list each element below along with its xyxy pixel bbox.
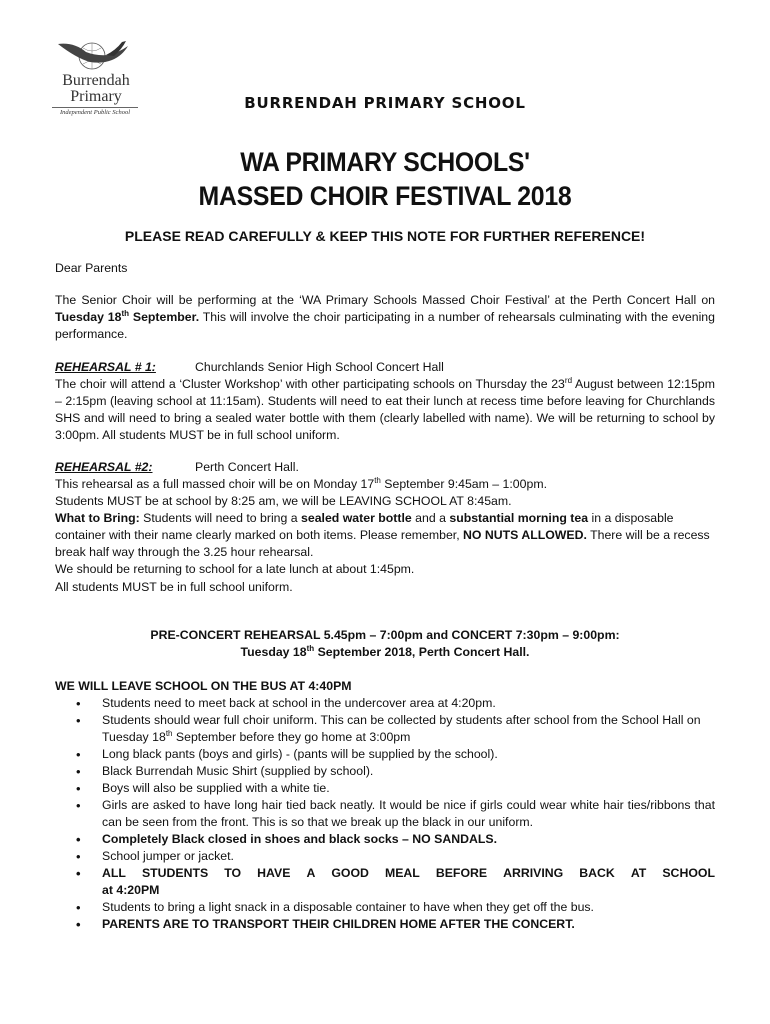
rehearsal-2-venue: Perth Concert Hall.: [195, 460, 299, 474]
reference-notice: PLEASE READ CAREFULLY & KEEP THIS NOTE FOR FURTHER REFERENCE!: [124, 228, 646, 244]
meal-line: • ALL STUDENTS TO HAVE A GOOD MEAL BEFORE ARRIVING BACK AT SCHOOL: [102, 866, 715, 880]
rehearsal-1-details: The choir will attend a ‘Cluster Workshop’ with other participating schools on Thursday the 23rd August between 12:15pm – 2:15pm (leaving school at 11:15am). Students will need to eat their lunch at recess time before leaving for Churchlands SHS and will need to bring a sealed water bottle with them (clearly labelled with name). We will be returning to school by 3:00pm. All students MUST be in full school uniform.: [55, 375, 716, 442]
list-item: • Boys will also be supplied with a white tie.: [55, 780, 715, 797]
title-line-1: WA PRIMARY SCHOOLS': [240, 147, 530, 177]
list-item: • Black Burrendah Music Shirt (supplied by school).: [55, 763, 715, 780]
rehearsal-2-date: This rehearsal as a full massed choir will be on Monday 17th September 9:45am – 1:00pm.: [55, 475, 547, 491]
intro-paragraph: [55, 292, 715, 343]
logo-line1: Burrendah: [62, 72, 130, 89]
rehearsal-1-venue: Churchlands Senior High School Concert Hall: [195, 360, 444, 374]
rehearsal-2-heading: [55, 459, 715, 476]
intro-text-1: The Senior Choir will be performing at the ‘WA Primary Schools Massed Choir Festival’ at the Perth Concert Hall on: [55, 293, 715, 307]
intro-date: Tuesday 18th September.: [55, 308, 200, 324]
what-to-bring: What to Bring: Students will need to bring a sealed water bottle and a substantial morning tea in a disposable container with their name clearly marked on both items. Please remember, NO NUTS ALLOWED. There will be a recess break half way through the 3.25 hour rehearsal.: [55, 511, 710, 559]
instructions-list: [55, 695, 715, 933]
bus-departure-heading: WE WILL LEAVE SCHOOL ON THE BUS AT 4:40PM: [55, 679, 352, 693]
logo-line2: Primary: [70, 88, 122, 105]
rehearsal-2-uniform: All students MUST be in full school uniform.: [55, 580, 293, 594]
what-to-bring-label: What to Bring:: [55, 511, 140, 525]
no-nuts-warning: NO NUTS ALLOWED.: [463, 528, 587, 542]
list-item: • Students should wear full choir uniform. This can be collected by students after school from the School Hall on Tuesday 18th September before they go home at 3:00pm: [55, 712, 715, 746]
rehearsal-2-departure: Students MUST be at school by 8:25 am, we will be LEAVING SCHOOL AT 8:45am.: [55, 494, 512, 508]
page-title: [31, 145, 739, 213]
logo-tagline: Independent Public School: [52, 107, 138, 116]
bird-emblem-icon: [56, 40, 134, 74]
list-item: • Completely Black closed in shoes and black socks – NO SANDALS.: [55, 831, 715, 848]
greeting: Dear Parents: [55, 261, 128, 275]
title-line-2: MASSED CHOIR FESTIVAL 2018: [198, 181, 572, 211]
list-item: • Students need to meet back at school in the undercover area at 4:20pm.: [55, 695, 715, 712]
list-item: • School jumper or jacket.: [55, 848, 715, 865]
rehearsal-2-label: REHEARSAL #2:: [55, 460, 153, 474]
list-item: • Girls are asked to have long hair tied back neatly. It would be nice if girls could wear white hair ties/ribbons that can be seen from the front. This is so that we break up the black in our uniform.: [55, 797, 715, 831]
list-item: [55, 865, 715, 899]
concert-date: Tuesday 18th September 2018, Perth Concert Hall.: [240, 643, 530, 659]
meal-time: at 4:20PM: [102, 883, 160, 897]
concert-heading: [0, 627, 770, 661]
concert-times: PRE-CONCERT REHEARSAL 5.45pm – 7:00pm and CONCERT 7:30pm – 9:00pm:: [150, 628, 620, 642]
rehearsal-1-heading: [55, 359, 715, 376]
list-item: • Students to bring a light snack in a disposable container to have when they get off the bus.: [55, 899, 715, 916]
list-item: • Long black pants (boys and girls) - (pants will be supplied by the school).: [55, 746, 715, 763]
school-name-heading: BURRENDAH PRIMARY SCHOOL: [244, 94, 526, 112]
intro-text-2: This will involve the choir participating in a number of rehearsals culminating with the evening performance.: [55, 310, 715, 341]
rehearsal-1-label: REHEARSAL # 1:: [55, 360, 156, 374]
rehearsal-2-return: We should be returning to school for a late lunch at about 1:45pm.: [55, 562, 415, 576]
list-item: • PARENTS ARE TO TRANSPORT THEIR CHILDREN HOME AFTER THE CONCERT.: [55, 916, 715, 933]
